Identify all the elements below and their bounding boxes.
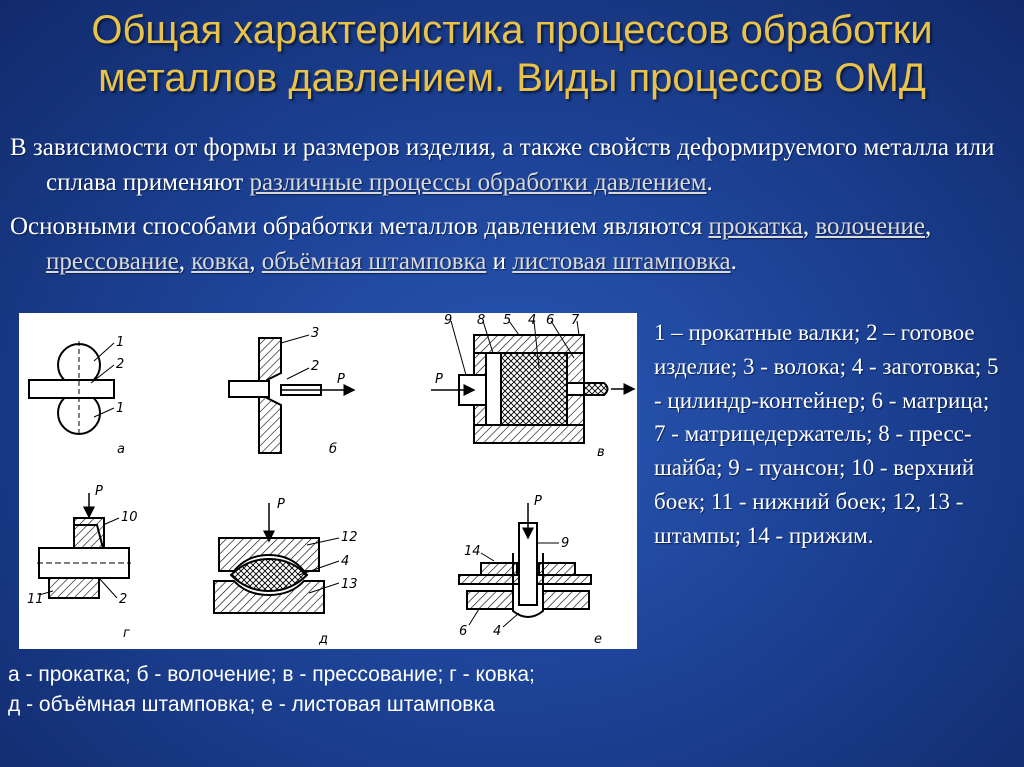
title-line-2: металлов давлением. Виды процессов ОМД	[98, 56, 926, 100]
link-drawing[interactable]: волочение	[815, 213, 925, 240]
title-line-1: Общая характеристика процессов обработки	[91, 8, 933, 52]
label-b-3: 3	[311, 326, 320, 341]
figure-caption	[8, 660, 708, 720]
process-diagram	[19, 313, 637, 649]
panel-die-forging	[214, 503, 339, 613]
label-v-7: 7	[571, 313, 580, 328]
paragraph-intro-text: В зависимости от формы и размеров изделия, а также свойств деформируемого металла или сплава применяют	[10, 134, 995, 196]
label-g-2: 2	[119, 592, 128, 607]
label-a-1: 1	[116, 335, 125, 350]
figure-legend: 1 – прокатные валки; 2 – готовое изделие; 3 - волока; 4 - заготовка; 5 - цилиндр-контейнер; 6 - матрица; 7 - матрицедержатель; 8 - пресс-шайба; 9 - пуансон; 10 - верхний боек; 11 - нижний боек; 12, 13 - штампы; 14 - прижим.	[654, 320, 999, 548]
caption-line-2: д - объёмная штамповка; е - листовая штамповка	[8, 693, 495, 716]
panel-forging	[37, 493, 131, 598]
panel-e-letter: е	[594, 632, 602, 647]
panel-extrusion	[431, 321, 634, 443]
caption-line-1: а - прокатка; б - волочение; в - прессование; г - ковка;	[8, 663, 535, 686]
label-a-2: 2	[116, 357, 125, 372]
label-d-4: 4	[341, 554, 350, 569]
panel-v-letter: в	[597, 445, 605, 460]
label-v-6: 6	[546, 313, 555, 328]
label-v-5: 5	[503, 313, 512, 328]
label-d-12: 12	[341, 530, 358, 545]
process-diagram-svg	[19, 313, 637, 649]
slide-title	[0, 6, 1024, 102]
label-g-11: 11	[27, 592, 44, 607]
link-pressing[interactable]: прессование	[46, 248, 179, 275]
link-sheet-stamping[interactable]: листовая штамповка	[512, 248, 731, 275]
link-processes[interactable]: различные процессы обработки давлением	[249, 169, 707, 196]
paragraph-intro: В зависимости от формы и размеров изделия, а также свойств деформируемого металла или сплава применяют различные процессы обработки давлением.	[10, 134, 995, 196]
label-e-6: 6	[459, 624, 468, 639]
panel-b-letter: б	[329, 442, 338, 457]
paragraph-methods: Основными способами обработки металлов давлением являются прокатка, волочение, прессование, ковка, объёмная штамповка и листовая штамповка.	[10, 213, 932, 275]
link-forging[interactable]: ковка	[191, 248, 250, 275]
panel-drawing	[229, 335, 354, 453]
panel-rolling	[29, 341, 114, 437]
label-b-2: 2	[311, 359, 320, 374]
link-rolling[interactable]: прокатка	[708, 213, 803, 240]
label-d-force: P	[277, 497, 285, 512]
panel-g-letter: г	[123, 626, 130, 641]
label-e-force: P	[534, 494, 542, 509]
panel-sheet-stamping	[459, 503, 591, 627]
label-v-8: 8	[477, 313, 486, 328]
label-v-force: P	[435, 372, 443, 387]
label-e-14: 14	[464, 544, 481, 559]
label-v-4: 4	[528, 313, 537, 328]
label-e-9: 9	[561, 536, 570, 551]
label-g-force: P	[95, 484, 103, 499]
label-d-13: 13	[341, 577, 358, 592]
link-die-forging[interactable]: объёмная штамповка	[261, 248, 487, 275]
label-a-3: 1	[116, 401, 125, 416]
panel-a-letter: а	[117, 442, 125, 457]
label-v-9: 9	[444, 313, 453, 328]
panel-d-letter: д	[319, 632, 328, 647]
label-b-force: P	[337, 372, 345, 387]
label-e-4: 4	[493, 624, 502, 639]
label-g-10: 10	[121, 510, 138, 525]
paragraph-methods-text: Основными способами обработки металлов давлением являются	[10, 213, 709, 240]
